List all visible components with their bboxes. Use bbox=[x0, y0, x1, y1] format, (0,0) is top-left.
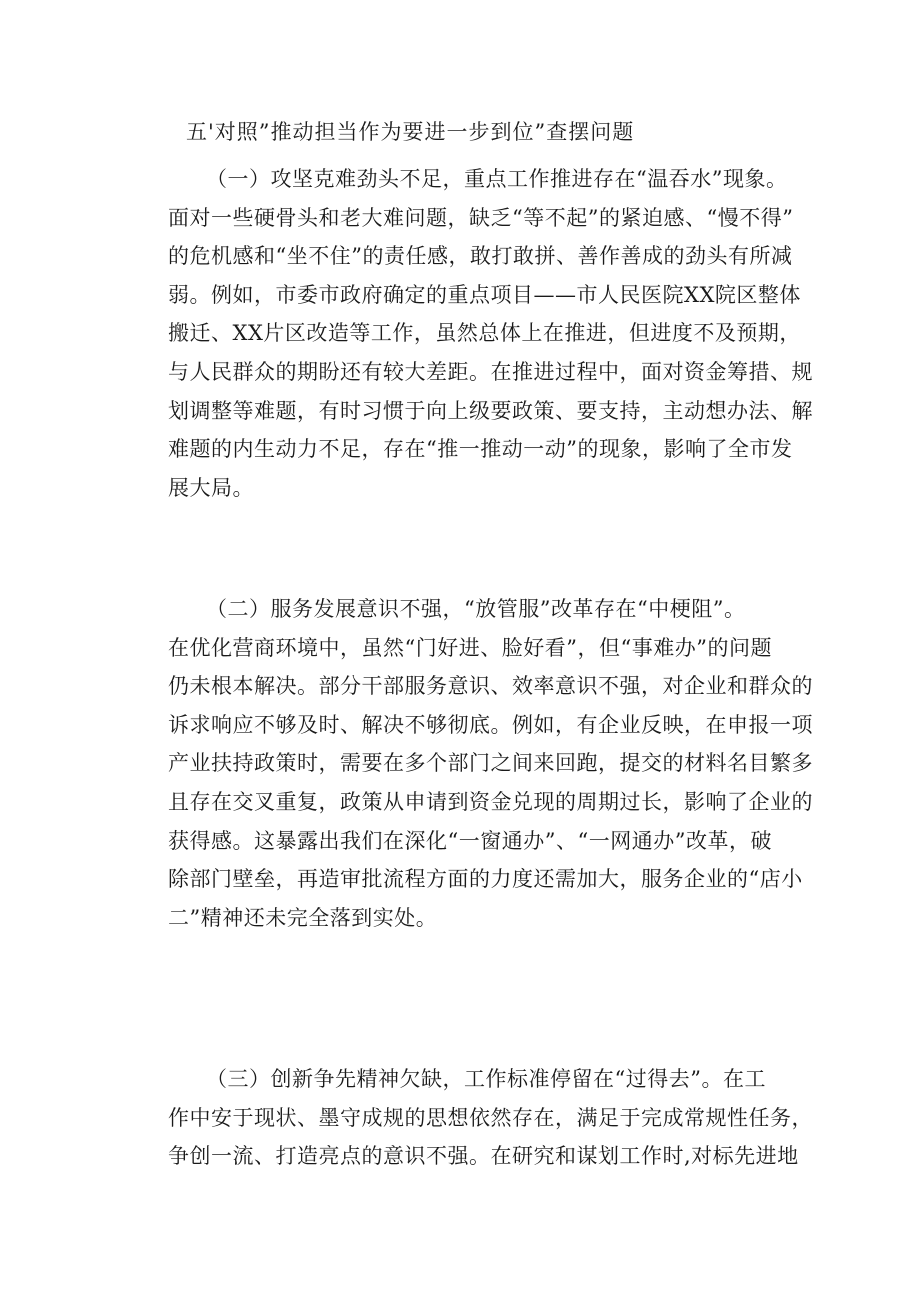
section-heading: 五'对照”推动担当作为要进一步到位”查摆问题 bbox=[186, 120, 635, 144]
paragraph-line: 且存在交叉重复，政策从申请到资金兑现的周期过长，影响了企业的 bbox=[168, 789, 813, 814]
paragraph-line: 与人民群众的期盼还有较大差距。在推进过程中，面对资金筹措、规 bbox=[168, 359, 813, 384]
paragraph-1 bbox=[168, 160, 813, 507]
paragraph-line: 面对一些硬骨头和老大难问题，缺乏“等不起”的紧迫感、“慢不得” bbox=[168, 205, 794, 230]
paragraph-line: 展大局。 bbox=[168, 475, 254, 500]
paragraph-line: 弱。例如，市委市政府确定的重点项目——市人民医院XX院区整体 bbox=[168, 282, 801, 307]
paragraph-line: 划调整等难题，有时习惯于向上级要政策、要支持，主动想办法、解 bbox=[168, 398, 813, 423]
paragraph-line: （三）创新争先精神欠缺，工作标准停留在“过得去”。在工 bbox=[206, 1067, 766, 1091]
paragraph-line: （一）攻坚克难劲头不足，重点工作推进存在“温吞水”现象。 bbox=[206, 167, 788, 191]
paragraph-line: 争创一流、打造亮点的意识不强。在研究和谋划工作时,对标先进地 bbox=[168, 1144, 799, 1169]
paragraph-line: 仍未根本解决。部分干部服务意识、效率意识不强，对企业和群众的 bbox=[168, 674, 813, 699]
paragraph-line: 除部门壁垒，再造审批流程方面的力度还需加大，服务企业的“店小 bbox=[168, 867, 803, 892]
paragraph-line: 作中安于现状、墨守成规的思想依然存在，满足于完成常规性任务， bbox=[168, 1105, 813, 1130]
paragraph-3 bbox=[168, 1060, 813, 1176]
paragraph-line: 难题的内生动力不足，存在“推一推动一动”的现象，影响了全市发 bbox=[168, 437, 793, 462]
paragraph-line: 搬迁、XX片区改造等工作，虽然总体上在推进，但进度不及预期， bbox=[168, 321, 801, 346]
paragraph-line: 产业扶持政策时，需要在多个部门之间来回跑，提交的材料名目繁多 bbox=[168, 751, 813, 776]
paragraph-2 bbox=[168, 590, 813, 937]
paragraph-line: 获得感。这暴露出我们在深化“一窗通办”、“一网通办”改革，破 bbox=[168, 828, 772, 853]
paragraph-line: 诉求响应不够及时、解决不够彻底。例如，有企业反映，在申报一项 bbox=[168, 712, 813, 737]
paragraph-line: 的危机感和“坐不住”的责任感，敢打敢拼、善作善成的劲头有所减 bbox=[168, 244, 793, 269]
paragraph-line: 在优化营商环境中，虽然“门好进、脸好看”，但“事难办”的问题 bbox=[168, 635, 772, 660]
paragraph-line: （二）服务发展意识不强，“放管服”改革存在“中梗阻”。 bbox=[206, 597, 746, 621]
paragraph-line: 二”精神还未完全落到实处。 bbox=[168, 905, 438, 930]
